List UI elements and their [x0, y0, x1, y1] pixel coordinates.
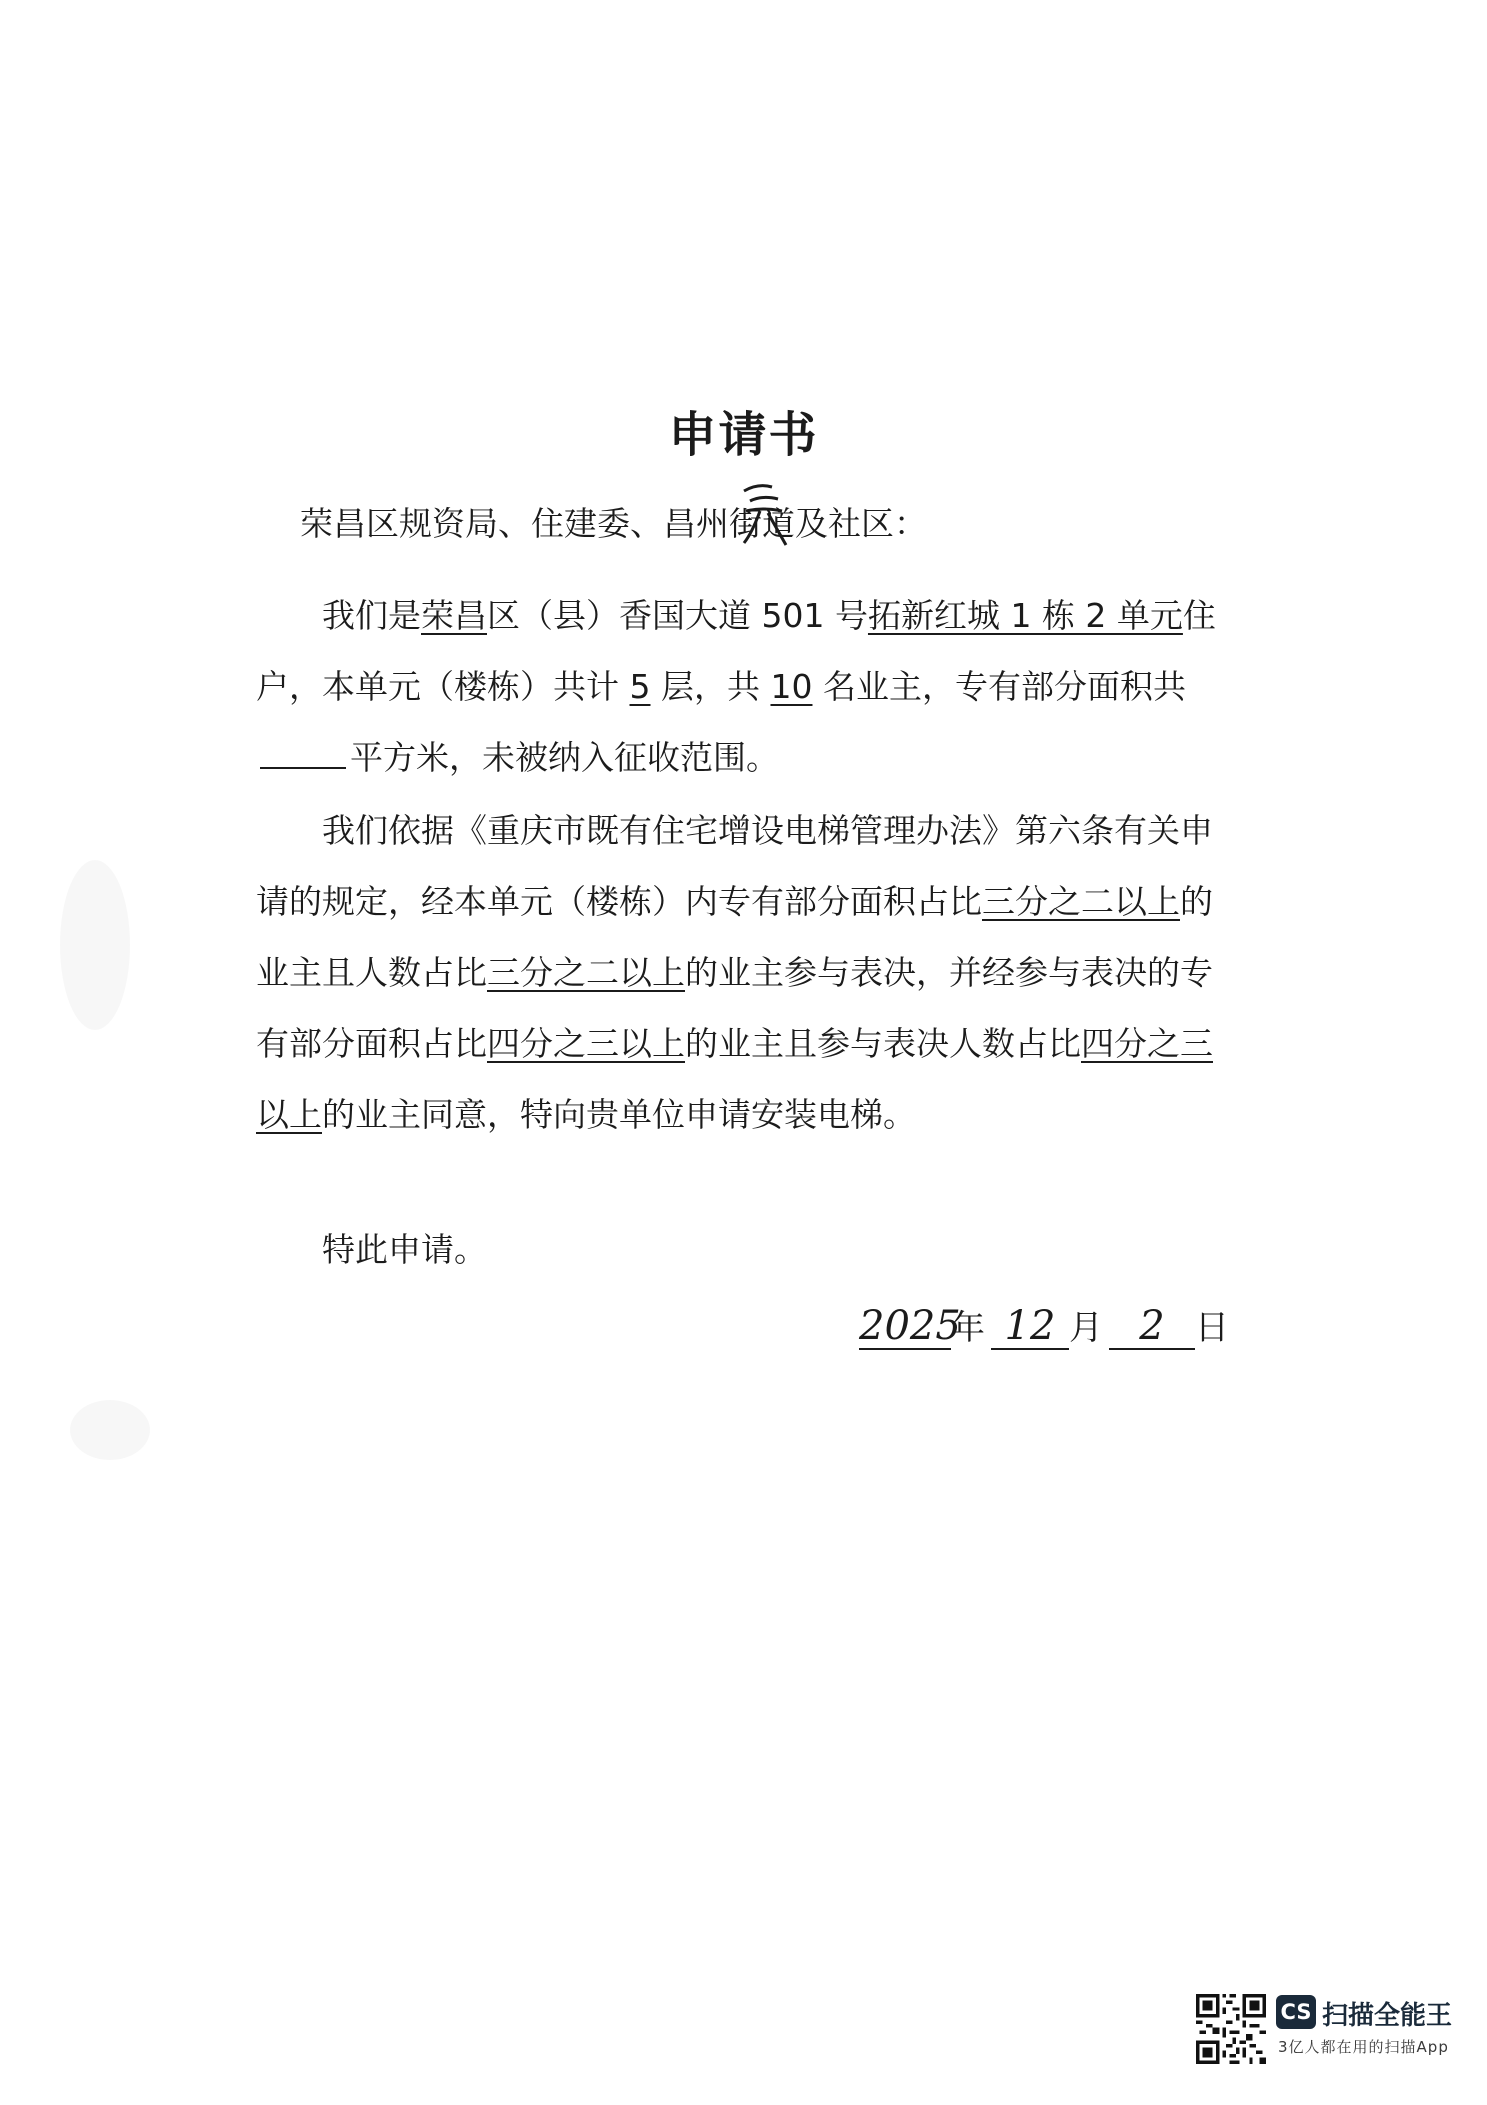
background-smudge — [70, 1400, 150, 1460]
paragraph-legal-basis — [256, 795, 1226, 1150]
date-month-unit: 月 — [1069, 1308, 1103, 1348]
date-year-unit: 年 — [951, 1308, 985, 1348]
text-segment: 住户，本单元（楼栋）共计 — [256, 596, 1216, 706]
paragraph-applicant-info — [256, 580, 1226, 793]
vote-area-ratio-fill: 四分之三以上 — [487, 1024, 685, 1063]
building-fill: 拓新红城 1 栋 2 单元 — [867, 596, 1183, 635]
area-ratio-fill: 三分之二以上 — [982, 882, 1180, 921]
vote-people-ratio-fill: 四分之三以上 — [256, 1024, 1213, 1134]
handwritten-correction-mark — [738, 481, 792, 553]
closing-statement: 特此申请。 — [322, 1230, 487, 1269]
background-smudge — [60, 860, 130, 1030]
text-segment: 的业主同意，特向贵单位申请安装电梯。 — [322, 1095, 916, 1134]
area-blank — [260, 737, 346, 769]
scanner-slogan: 3亿人都在用的扫描App — [1278, 2038, 1449, 2056]
floors-fill: 5 — [629, 667, 651, 706]
text-segment: 的业主且参与表决人数占比 — [685, 1024, 1081, 1063]
text-segment: 名业主，专有部分面积共 — [812, 667, 1186, 706]
text-segment: 层，共 — [650, 667, 771, 706]
date-month: 12 — [991, 1304, 1069, 1350]
text-segment: 的业主且人数占比 — [256, 882, 1213, 992]
camscanner-logo: CS — [1276, 1995, 1316, 2029]
date-day: 2 — [1109, 1304, 1195, 1350]
owners-fill: 10 — [770, 667, 813, 706]
application-date — [859, 1300, 1229, 1350]
text-segment: 区（县）香国大道 501 号 — [487, 596, 868, 635]
qr-code-icon — [1196, 1994, 1266, 2064]
text-segment: 我们是 — [322, 596, 421, 635]
recipient-line: 荣昌区规资局、住建委、昌州街道及社区： — [300, 504, 927, 543]
date-year: 2025 — [859, 1303, 961, 1349]
date-day-unit: 日 — [1195, 1308, 1229, 1348]
people-ratio-fill: 三分之二以上 — [487, 953, 685, 992]
text-segment: 的业主参与表决，并经参与表决的专有部分面积占比 — [256, 953, 1213, 1063]
district-fill: 荣昌 — [421, 596, 487, 635]
text-segment: 我们依据《重庆市既有住宅增设电梯管理办法》第六条有关申请的规定，经本单元（楼栋）内专有部分面积占比 — [256, 811, 1213, 921]
text-segment: 平方米，未被纳入征收范围。 — [350, 738, 779, 777]
page-title: 申请书 — [668, 407, 819, 463]
scanner-app-name: 扫描全能王 — [1322, 2001, 1453, 2031]
